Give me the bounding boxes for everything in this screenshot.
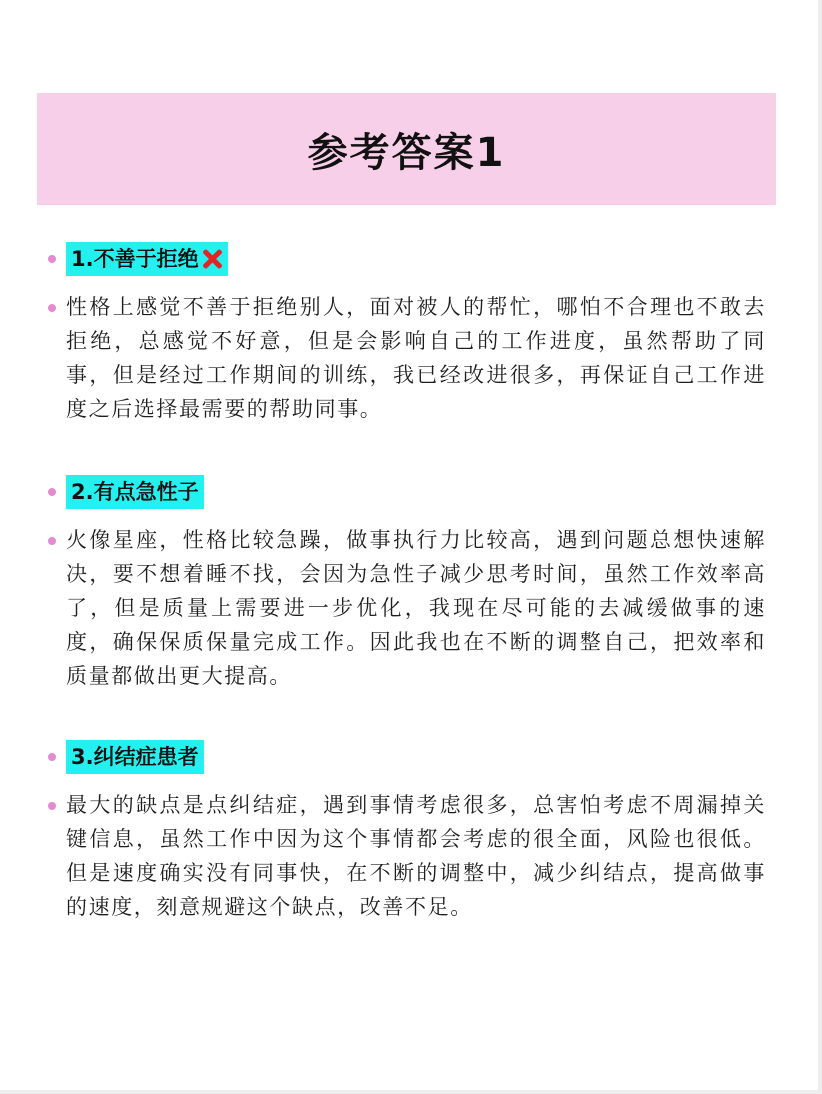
section-heading xyxy=(66,242,228,276)
cross-mark-icon xyxy=(201,248,223,270)
section-heading-text: 3.纠结症患者 xyxy=(71,745,199,769)
bullet-dot-icon xyxy=(48,304,56,312)
section-3 xyxy=(48,740,788,924)
section-heading-row xyxy=(48,242,788,276)
title-banner xyxy=(37,93,776,205)
page-edge-right xyxy=(818,0,822,1094)
bullet-dot-icon xyxy=(48,753,56,761)
section-1 xyxy=(48,242,788,426)
bullet-dot-icon xyxy=(48,488,56,496)
bullet-dot-icon xyxy=(48,255,56,263)
bullet-dot-icon xyxy=(48,537,56,545)
section-body-row xyxy=(48,290,788,426)
section-heading-row xyxy=(48,475,788,509)
section-2 xyxy=(48,475,788,693)
section-heading-text: 1.不善于拒绝 xyxy=(71,247,199,271)
page-edge-bottom xyxy=(0,1090,822,1094)
bullet-dot-icon xyxy=(48,802,56,810)
section-body: 最大的缺点是点纠结症，遇到事情考虑很多，总害怕考虑不周漏掉关键信息，虽然工作中因为这个事情都会考虑的很全面，风险也很低。但是速度确实没有同事快，在不断的调整中，减少纠结点，提高做事的速度，刻意规避这个缺点，改善不足。 xyxy=(66,793,766,919)
section-heading-text: 2.有点急性子 xyxy=(71,480,199,504)
section-heading xyxy=(66,475,204,509)
section-body: 火像星座，性格比较急躁，做事执行力比较高，遇到问题总想快速解决，要不想着睡不找，会因为急性子减少思考时间，虽然工作效率高了，但是质量上需要进一步优化，我现在尽可能的去减缓做事的速度，确保保质保量完成工作。因此我也在不断的调整自己，把效率和质量都做出更大提高。 xyxy=(66,528,766,688)
section-heading-row xyxy=(48,740,788,774)
section-body-row xyxy=(48,523,788,693)
section-body: 性格上感觉不善于拒绝别人，面对被人的帮忙，哪怕不合理也不敢去拒绝，总感觉不好意，但是会影响自己的工作进度，虽然帮助了同事，但是经过工作期间的训练，我已经改进很多，再保证自己工作进度之后选择最需要的帮助同事。 xyxy=(66,295,766,421)
section-body-row xyxy=(48,788,788,924)
section-heading xyxy=(66,740,204,774)
page-title: 参考答案1 xyxy=(307,129,506,176)
